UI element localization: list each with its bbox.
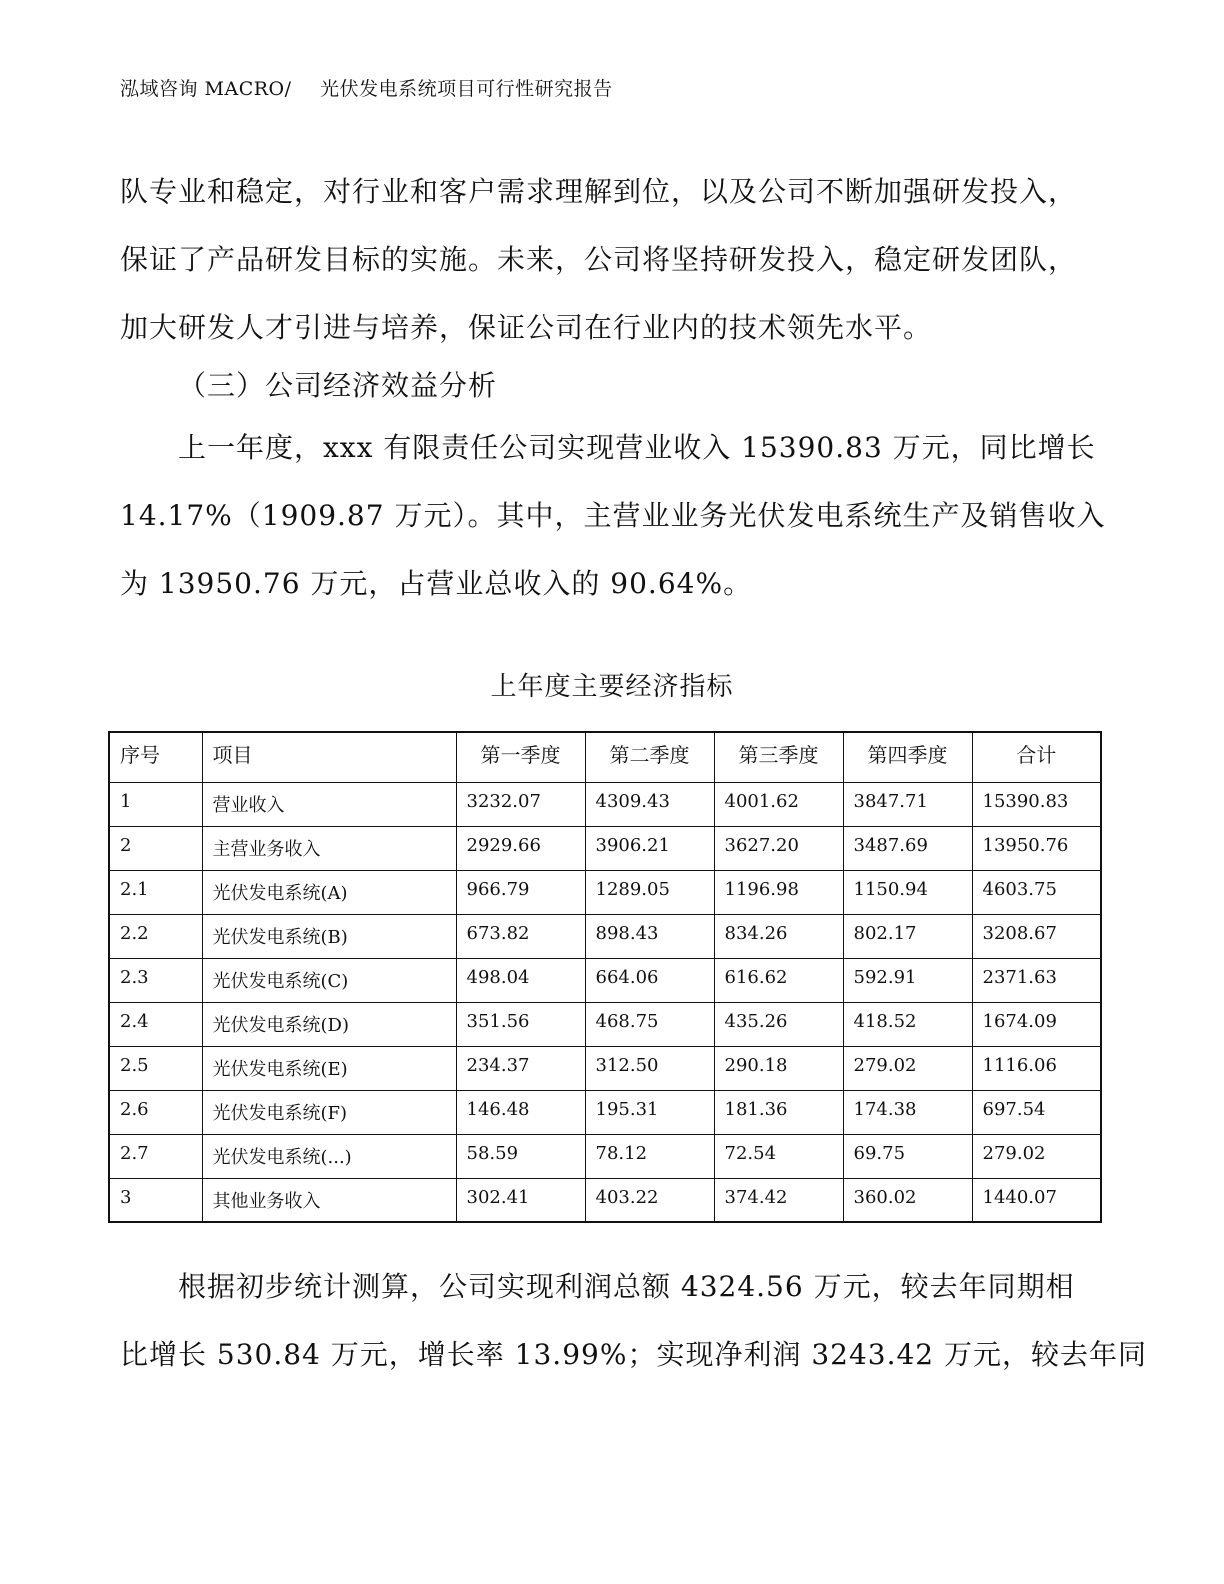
page-header: [120, 74, 613, 101]
intro-line: 加大研发人才引进与培养，保证公司在行业内的技术领先水平。: [120, 311, 933, 344]
cell-item: 其他业务收入: [202, 1178, 456, 1222]
cell-index: 2: [109, 826, 202, 870]
cell-q2: 3906.21: [585, 826, 714, 870]
profit-line: 根据初步统计测算，公司实现利润总额 4324.56 万元，较去年同期相: [178, 1270, 1075, 1303]
cell-q1: 351.56: [456, 1002, 585, 1046]
cell-total: 1674.09: [972, 1002, 1101, 1046]
header-cell-index: 序号: [109, 732, 202, 782]
intro-line: 保证了产品研发目标的实施。未来，公司将坚持研发投入，稳定研发团队，: [120, 243, 1078, 276]
cell-q3: 1196.98: [714, 870, 843, 914]
cell-item: 光伏发电系统(...): [202, 1134, 456, 1178]
header-cell-q2: 第二季度: [585, 732, 714, 782]
cell-total: 1440.07: [972, 1178, 1101, 1222]
header-cell-q1: 第一季度: [456, 732, 585, 782]
revenue-line: 14.17%（1909.87 万元）。其中，主营业业务光伏发电系统生产及销售收入: [120, 499, 1106, 532]
cell-item: 光伏发电系统(E): [202, 1046, 456, 1090]
cell-index: 2.3: [109, 958, 202, 1002]
header-brand: 泓域咨询 MACRO/: [120, 78, 292, 100]
revenue-line: 为 13950.76 万元，占营业总收入的 90.64%。: [120, 567, 753, 600]
cell-q3: 616.62: [714, 958, 843, 1002]
cell-item: 光伏发电系统(F): [202, 1090, 456, 1134]
cell-q2: 4309.43: [585, 782, 714, 826]
cell-total: 15390.83: [972, 782, 1101, 826]
header-cell-item: 项目: [202, 732, 456, 782]
cell-item: 光伏发电系统(D): [202, 1002, 456, 1046]
cell-index: 2.2: [109, 914, 202, 958]
section-heading-block: [120, 352, 1110, 420]
cell-q2: 312.50: [585, 1046, 714, 1090]
cell-q4: 1150.94: [843, 870, 972, 914]
table-row: [109, 914, 1101, 958]
cell-index: 2.6: [109, 1090, 202, 1134]
cell-total: 697.54: [972, 1090, 1101, 1134]
cell-item: 光伏发电系统(C): [202, 958, 456, 1002]
cell-item: 主营业务收入: [202, 826, 456, 870]
table-row: [109, 870, 1101, 914]
cell-total: 13950.76: [972, 826, 1101, 870]
header-cell-total: 合计: [972, 732, 1101, 782]
cell-q1: 673.82: [456, 914, 585, 958]
table-header-row: [109, 732, 1101, 782]
header-cell-q4: 第四季度: [843, 732, 972, 782]
table-row: [109, 1046, 1101, 1090]
cell-q2: 898.43: [585, 914, 714, 958]
cell-q3: 4001.62: [714, 782, 843, 826]
table-row: [109, 958, 1101, 1002]
cell-q4: 279.02: [843, 1046, 972, 1090]
cell-q4: 802.17: [843, 914, 972, 958]
cell-index: 2.7: [109, 1134, 202, 1178]
cell-index: 2.5: [109, 1046, 202, 1090]
table-row: [109, 782, 1101, 826]
table-caption: 上年度主要经济指标: [490, 672, 734, 702]
cell-total: 3208.67: [972, 914, 1101, 958]
cell-total: 1116.06: [972, 1046, 1101, 1090]
cell-q1: 966.79: [456, 870, 585, 914]
cell-q1: 3232.07: [456, 782, 585, 826]
cell-index: 2.4: [109, 1002, 202, 1046]
section-heading: （三）公司经济效益分析: [178, 369, 498, 402]
cell-q3: 72.54: [714, 1134, 843, 1178]
cell-q4: 3847.71: [843, 782, 972, 826]
header-doc-title: 光伏发电系统项目可行性研究报告: [320, 78, 613, 100]
table-row: [109, 1090, 1101, 1134]
cell-total: 2371.63: [972, 958, 1101, 1002]
table-row: [109, 1178, 1101, 1222]
cell-q1: 146.48: [456, 1090, 585, 1134]
cell-q3: 181.36: [714, 1090, 843, 1134]
cell-q3: 290.18: [714, 1046, 843, 1090]
cell-q2: 1289.05: [585, 870, 714, 914]
cell-item: 光伏发电系统(B): [202, 914, 456, 958]
revenue-paragraph: [120, 414, 1110, 618]
cell-total: 279.02: [972, 1134, 1101, 1178]
table-row: [109, 1002, 1101, 1046]
economic-indicators-table: [108, 731, 1102, 1223]
cell-index: 2.1: [109, 870, 202, 914]
cell-total: 4603.75: [972, 870, 1101, 914]
cell-q4: 174.38: [843, 1090, 972, 1134]
cell-q1: 2929.66: [456, 826, 585, 870]
cell-q1: 58.59: [456, 1134, 585, 1178]
cell-q4: 3487.69: [843, 826, 972, 870]
cell-index: 1: [109, 782, 202, 826]
cell-q3: 435.26: [714, 1002, 843, 1046]
header-cell-q3: 第三季度: [714, 732, 843, 782]
cell-q4: 69.75: [843, 1134, 972, 1178]
table-row: [109, 1134, 1101, 1178]
cell-item: 营业收入: [202, 782, 456, 826]
cell-q2: 664.06: [585, 958, 714, 1002]
intro-paragraph: [120, 158, 1110, 362]
cell-q3: 834.26: [714, 914, 843, 958]
cell-index: 3: [109, 1178, 202, 1222]
cell-q1: 498.04: [456, 958, 585, 1002]
cell-q1: 234.37: [456, 1046, 585, 1090]
cell-q4: 360.02: [843, 1178, 972, 1222]
intro-line: 队专业和稳定，对行业和客户需求理解到位，以及公司不断加强研发投入，: [120, 175, 1078, 208]
cell-q3: 3627.20: [714, 826, 843, 870]
profit-line: 比增长 530.84 万元，增长率 13.99%；实现净利润 3243.42 万元，较去年同: [120, 1338, 1148, 1371]
cell-q2: 78.12: [585, 1134, 714, 1178]
cell-q3: 374.42: [714, 1178, 843, 1222]
cell-q4: 418.52: [843, 1002, 972, 1046]
cell-item: 光伏发电系统(A): [202, 870, 456, 914]
revenue-line: 上一年度，xxx 有限责任公司实现营业收入 15390.83 万元，同比增长: [178, 431, 1096, 464]
cell-q2: 468.75: [585, 1002, 714, 1046]
cell-q4: 592.91: [843, 958, 972, 1002]
cell-q2: 195.31: [585, 1090, 714, 1134]
cell-q2: 403.22: [585, 1178, 714, 1222]
table-row: [109, 826, 1101, 870]
profit-paragraph: [120, 1253, 1148, 1389]
cell-q1: 302.41: [456, 1178, 585, 1222]
